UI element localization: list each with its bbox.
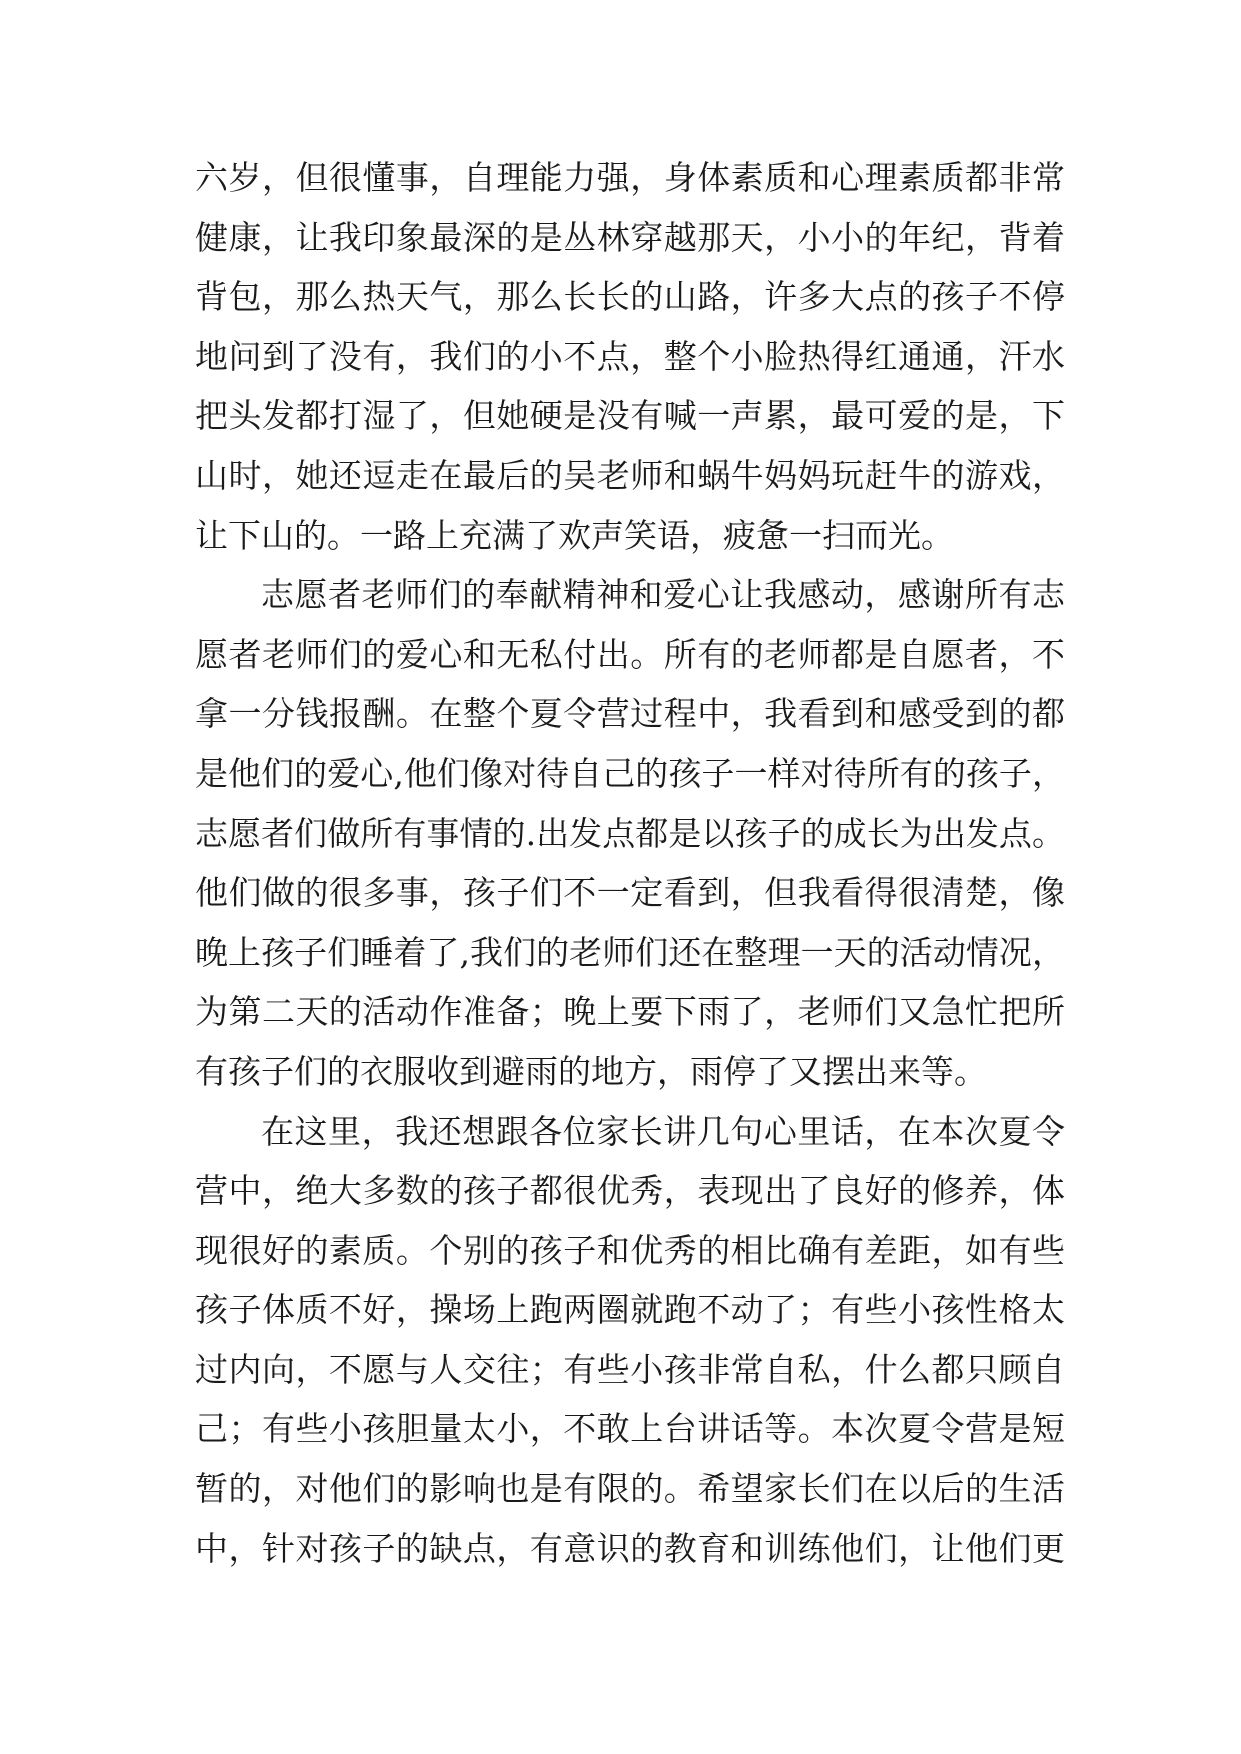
paragraph-first-line: 在这里，我还想跟各位家长讲几句心里话，在本次夏令 — [261, 1111, 1065, 1151]
text-line: 让下山的。一路上充满了欢声笑语，疲惫一扫而光。 — [195, 515, 954, 555]
text-line: 拿一分钱报酬。在整个夏令营过程中，我看到和感受到的都 — [195, 694, 1065, 734]
text-line: 把头发都打湿了，但她硬是没有喊一声累，最可爱的是，下 — [195, 396, 1065, 436]
document-body — [195, 148, 1065, 1578]
text-line: 暂的，对他们的影响也是有限的。希望家长们在以后的生活 — [195, 1469, 1065, 1509]
text-line: 背包，那么热天气，那么长长的山路，许多大点的孩子不停 — [195, 277, 1065, 317]
text-line: 现很好的素质。个别的孩子和优秀的相比确有差距，如有些 — [195, 1230, 1065, 1270]
text-line: 中，针对孩子的缺点，有意识的教育和训练他们，让他们更 — [195, 1528, 1065, 1568]
paragraph-first-line: 志愿者老师们的奉献精神和爱心让我感动，感谢所有志 — [261, 575, 1065, 615]
text-line: 孩子体质不好，操场上跑两圈就跑不动了；有些小孩性格太 — [195, 1290, 1065, 1330]
text-line: 地问到了没有，我们的小不点，整个小脸热得红通通，汗水 — [195, 336, 1065, 376]
text-line: 有孩子们的衣服收到避雨的地方，雨停了又摆出来等。 — [195, 1051, 987, 1091]
text-line: 晚上孩子们睡着了,我们的老师们还在整理一天的活动情况， — [195, 932, 1065, 972]
text-line: 六岁，但很懂事，自理能力强，身体素质和心理素质都非常 — [195, 158, 1065, 197]
text-line: 为第二天的活动作准备；晚上要下雨了，老师们又急忙把所 — [195, 992, 1065, 1032]
text-line: 营中，绝大多数的孩子都很优秀，表现出了良好的修养，体 — [195, 1171, 1065, 1211]
text-line: 志愿者们做所有事情的.出发点都是以孩子的成长为出发点。 — [195, 813, 1065, 853]
text-line: 健康，让我印象最深的是丛林穿越那天，小小的年纪，背着 — [195, 217, 1065, 257]
text-line: 是他们的爱心,他们像对待自己的孩子一样对待所有的孩子， — [195, 753, 1065, 793]
text-line: 山时，她还逗走在最后的吴老师和蜗牛妈妈玩赶牛的游戏， — [195, 455, 1065, 495]
text-line: 他们做的很多事，孩子们不一定看到，但我看得很清楚，像 — [195, 873, 1065, 913]
text-line: 愿者老师们的爱心和无私付出。所有的老师都是自愿者，不 — [195, 634, 1065, 674]
text-line: 过内向，不愿与人交往；有些小孩非常自私，什么都只顾自 — [195, 1349, 1065, 1389]
text-line: 己；有些小孩胆量太小，不敢上台讲话等。本次夏令营是短 — [195, 1409, 1065, 1449]
